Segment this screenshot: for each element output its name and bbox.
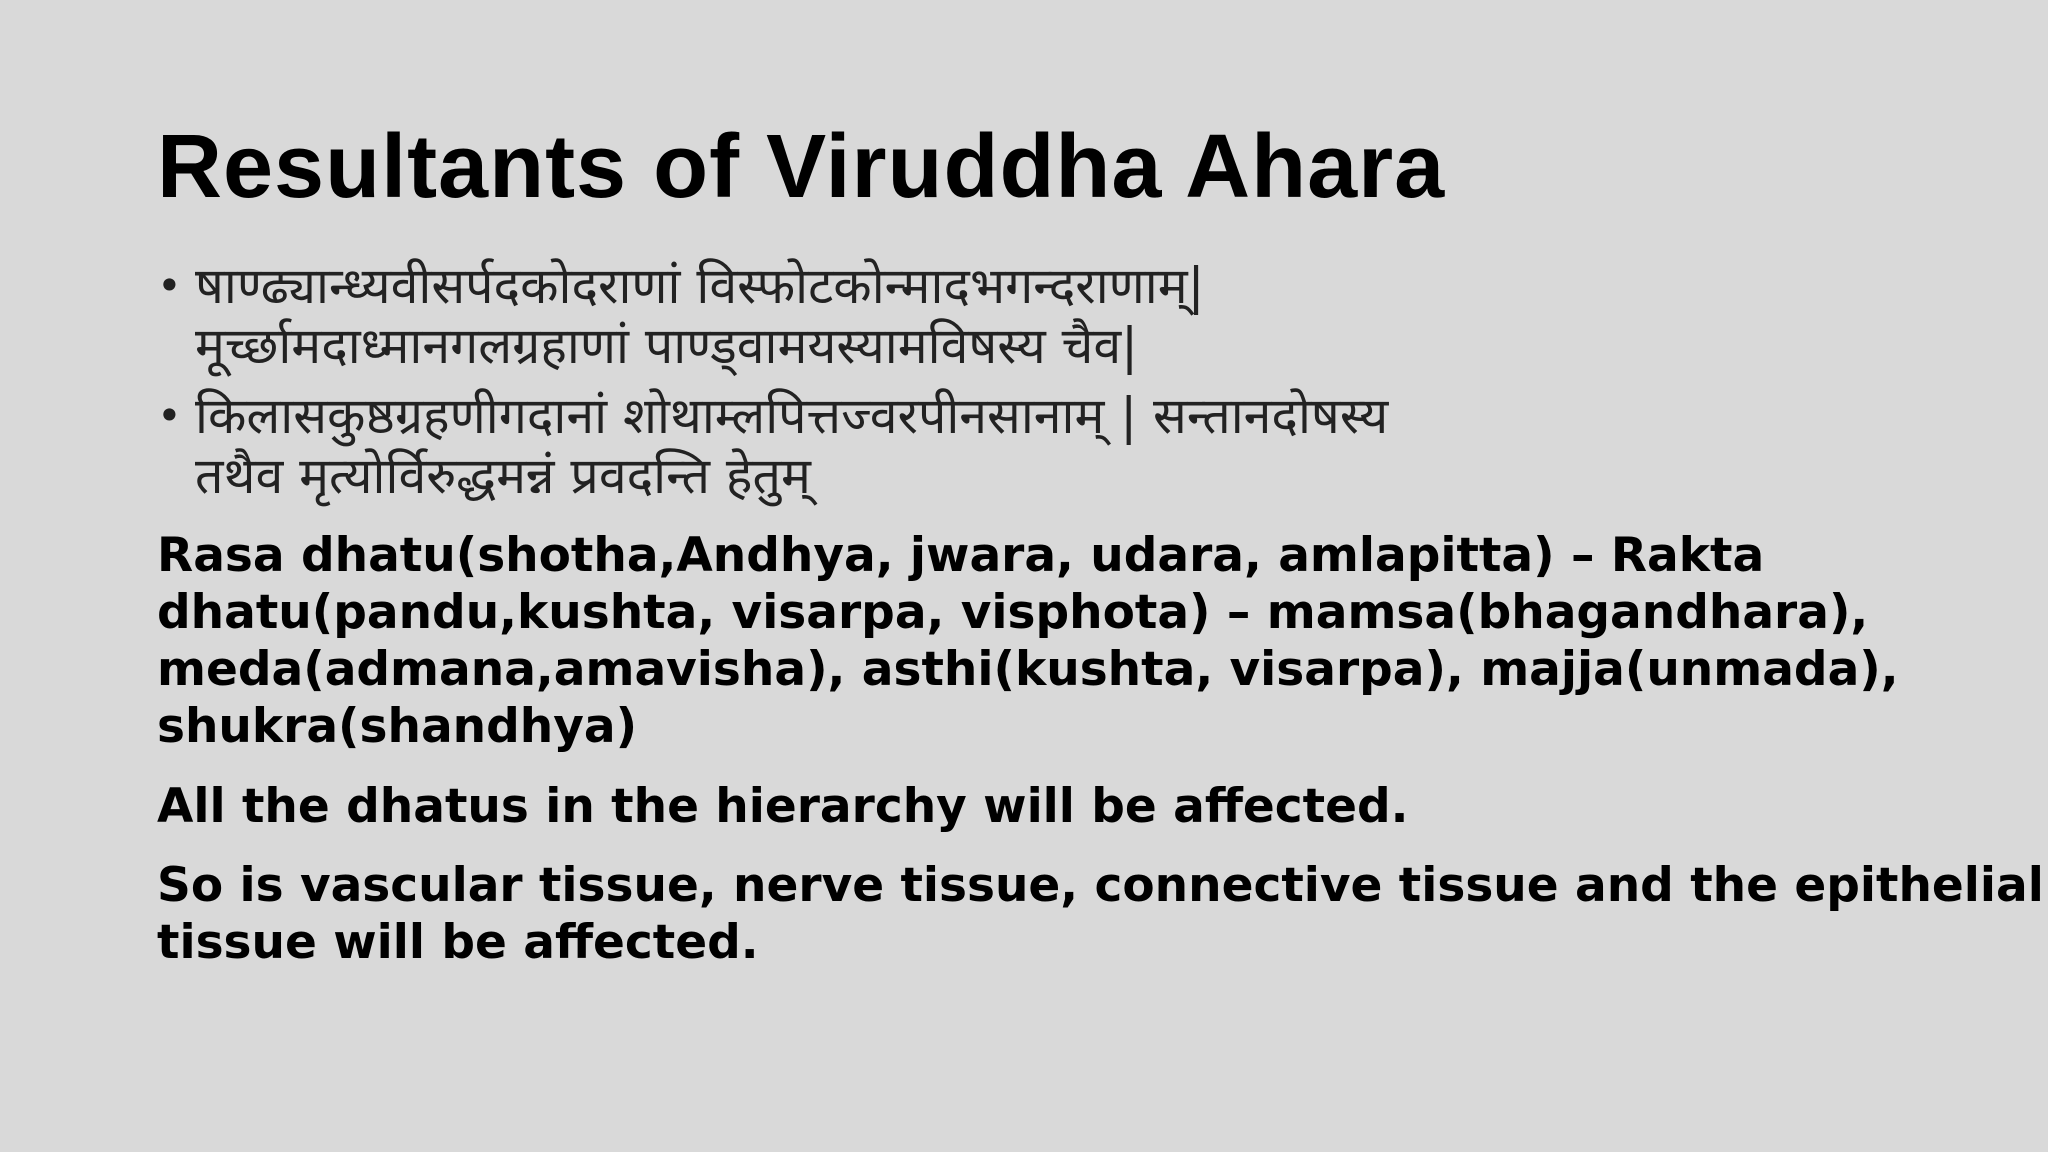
- dhatu-paragraph: [157, 527, 1957, 755]
- text-line: So is vascular tissue, nerve tissue, connective tissue and the epithelial: [157, 858, 2044, 913]
- text-line: All the dhatus in the hierarchy will be affected.: [157, 779, 1409, 834]
- tissue-paragraph: [157, 857, 2044, 971]
- bullet-item: [157, 386, 1957, 506]
- text-line: Rasa dhatu(shotha,Andhya, jwara, udara, amlapitta) – Rakta: [157, 528, 1765, 583]
- bullet-line: तथैव मृत्योर्विरुद्धमन्नं प्रवदन्ति हेतुम्: [195, 447, 811, 505]
- text-line: tissue will be affected.: [157, 915, 759, 970]
- text-line: dhatu(pandu,kushta, visarpa, visphota) – mamsa(bhagandhara),: [157, 585, 1869, 640]
- hierarchy-paragraph: [157, 778, 1957, 835]
- bullet-item: [157, 256, 1957, 376]
- bullet-dot-icon: •: [157, 261, 182, 310]
- bullet-line: षाण्ढ्यान्ध्यवीसर्पदकोदराणां विस्फोटकोन्मादभगन्दराणाम्|: [195, 257, 1205, 315]
- slide-title: Resultants of Viruddha Ahara: [157, 117, 1446, 217]
- bullet-line: किलासकुष्ठग्रहणीगदानां शोथाम्लपित्तज्वरपीनसानाम् | सन्तानदोषस्य: [195, 387, 1389, 445]
- text-line: shukra(shandhya): [157, 699, 638, 754]
- bullet-dot-icon: •: [157, 391, 182, 440]
- sanskrit-bullet-list: [157, 256, 1957, 516]
- bullet-line: मूर्च्छामदाध्मानगलग्रहाणां पाण्ड्वामयस्यामविषस्य चैव|: [195, 317, 1139, 375]
- text-line: meda(admana,amavisha), asthi(kushta, visarpa), majja(unmada),: [157, 642, 1899, 697]
